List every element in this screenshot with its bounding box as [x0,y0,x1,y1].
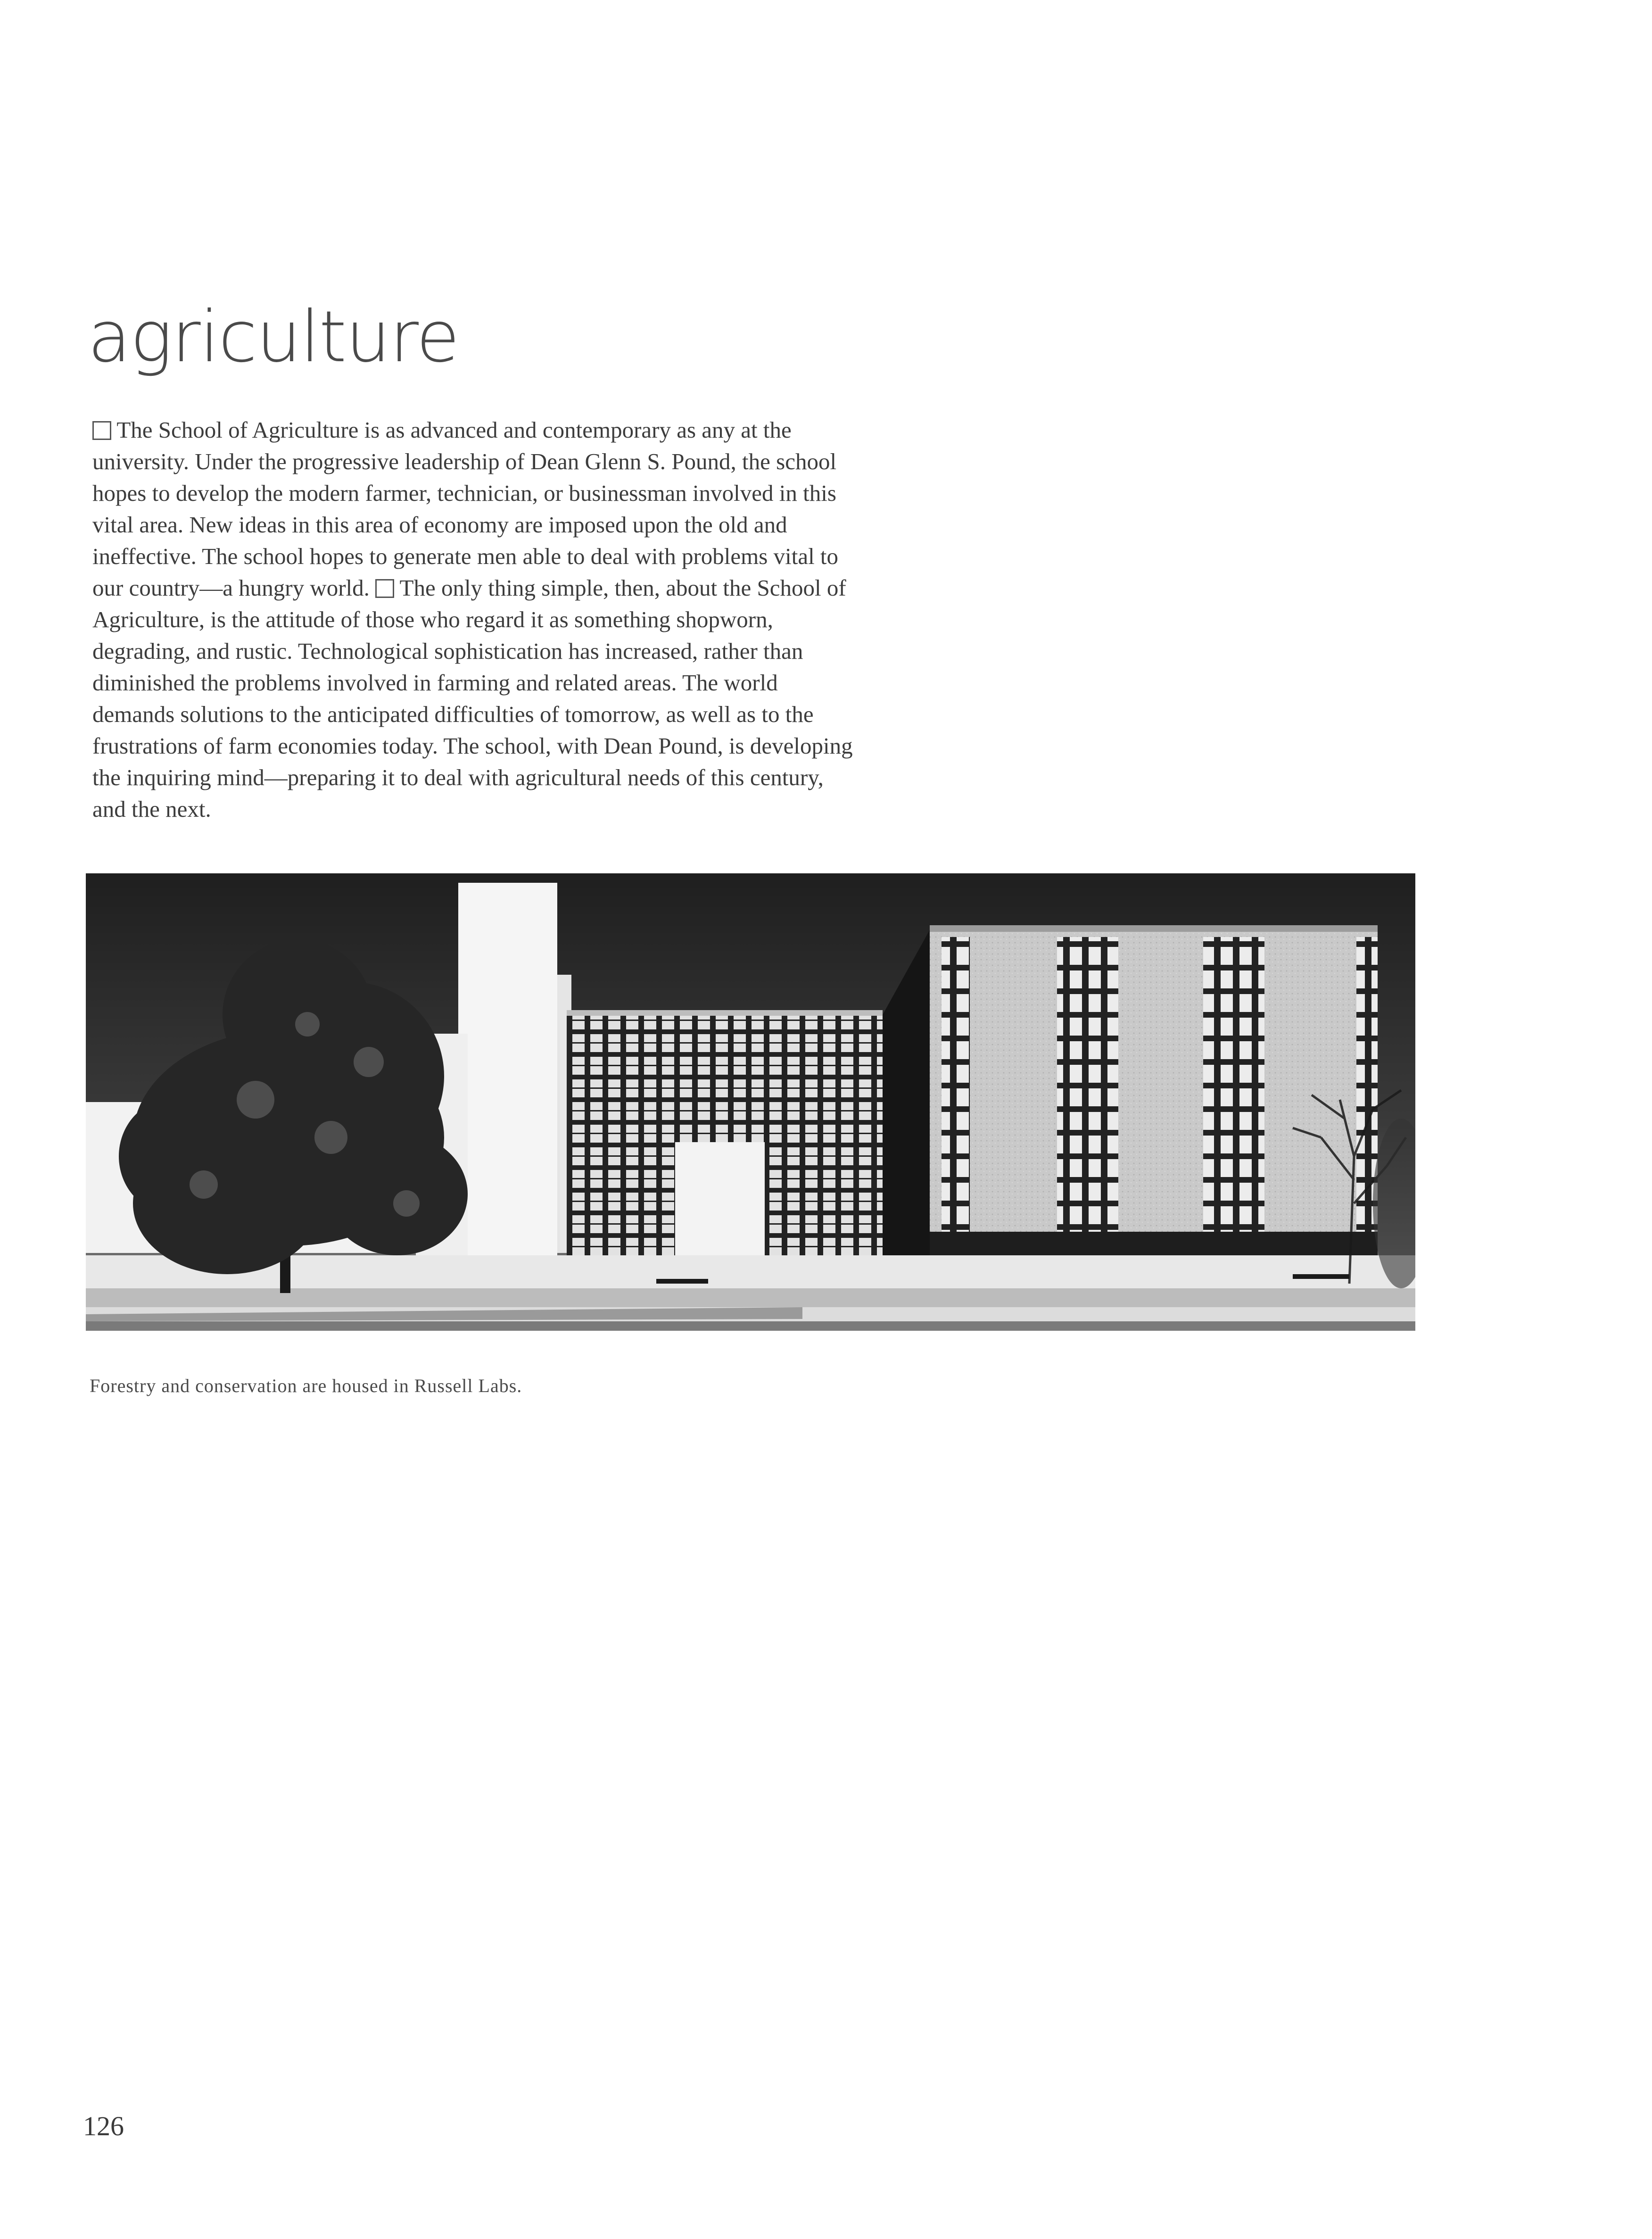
page-number: 126 [83,2111,124,2141]
body-line: vital area. New ideas in this area of economy are imposed upon the old and [92,512,787,538]
building-photo [86,873,1415,1331]
paragraph-marker-box [375,579,394,598]
body-line: demands solutions to the anticipated difficulties of tomorrow, as well as to the [92,701,814,727]
body-line: frustrations of farm economies today. The school, with Dean Pound, is developing [92,733,853,759]
body-line: hopes to develop the modern farmer, technician, or businessman involved in this [92,480,836,506]
body-line: the inquiring mind—preparing it to deal with agricultural needs of this century, [92,764,824,790]
body-line: diminished the problems involved in farming and related areas. The world [92,670,778,696]
body-line: and the next. [92,796,211,822]
russell-labs-photo-illustration [86,873,1415,1331]
body-line: Agriculture, is the attitude of those who regard it as something shopworn, [92,606,773,632]
body-line: degrading, and rustic. Technological sophistication has increased, rather than [92,638,803,664]
page-heading: agriculture [88,296,459,378]
body-text [92,414,1016,825]
body-line: The only thing simple, then, about the School of [399,575,846,601]
body-line: university. Under the progressive leadership of Dean Glenn S. Pound, the school [92,448,837,474]
body-line: ineffective. The school hopes to generate men able to deal with problems vital to [92,543,839,569]
body-line: The School of Agriculture is as advanced and contemporary as any at the [116,417,792,443]
photo-caption: Forestry and conservation are housed in Russell Labs. [90,1375,522,1396]
body-line: our country—a hungry world. [92,575,370,601]
paragraph-marker-box [92,421,111,440]
